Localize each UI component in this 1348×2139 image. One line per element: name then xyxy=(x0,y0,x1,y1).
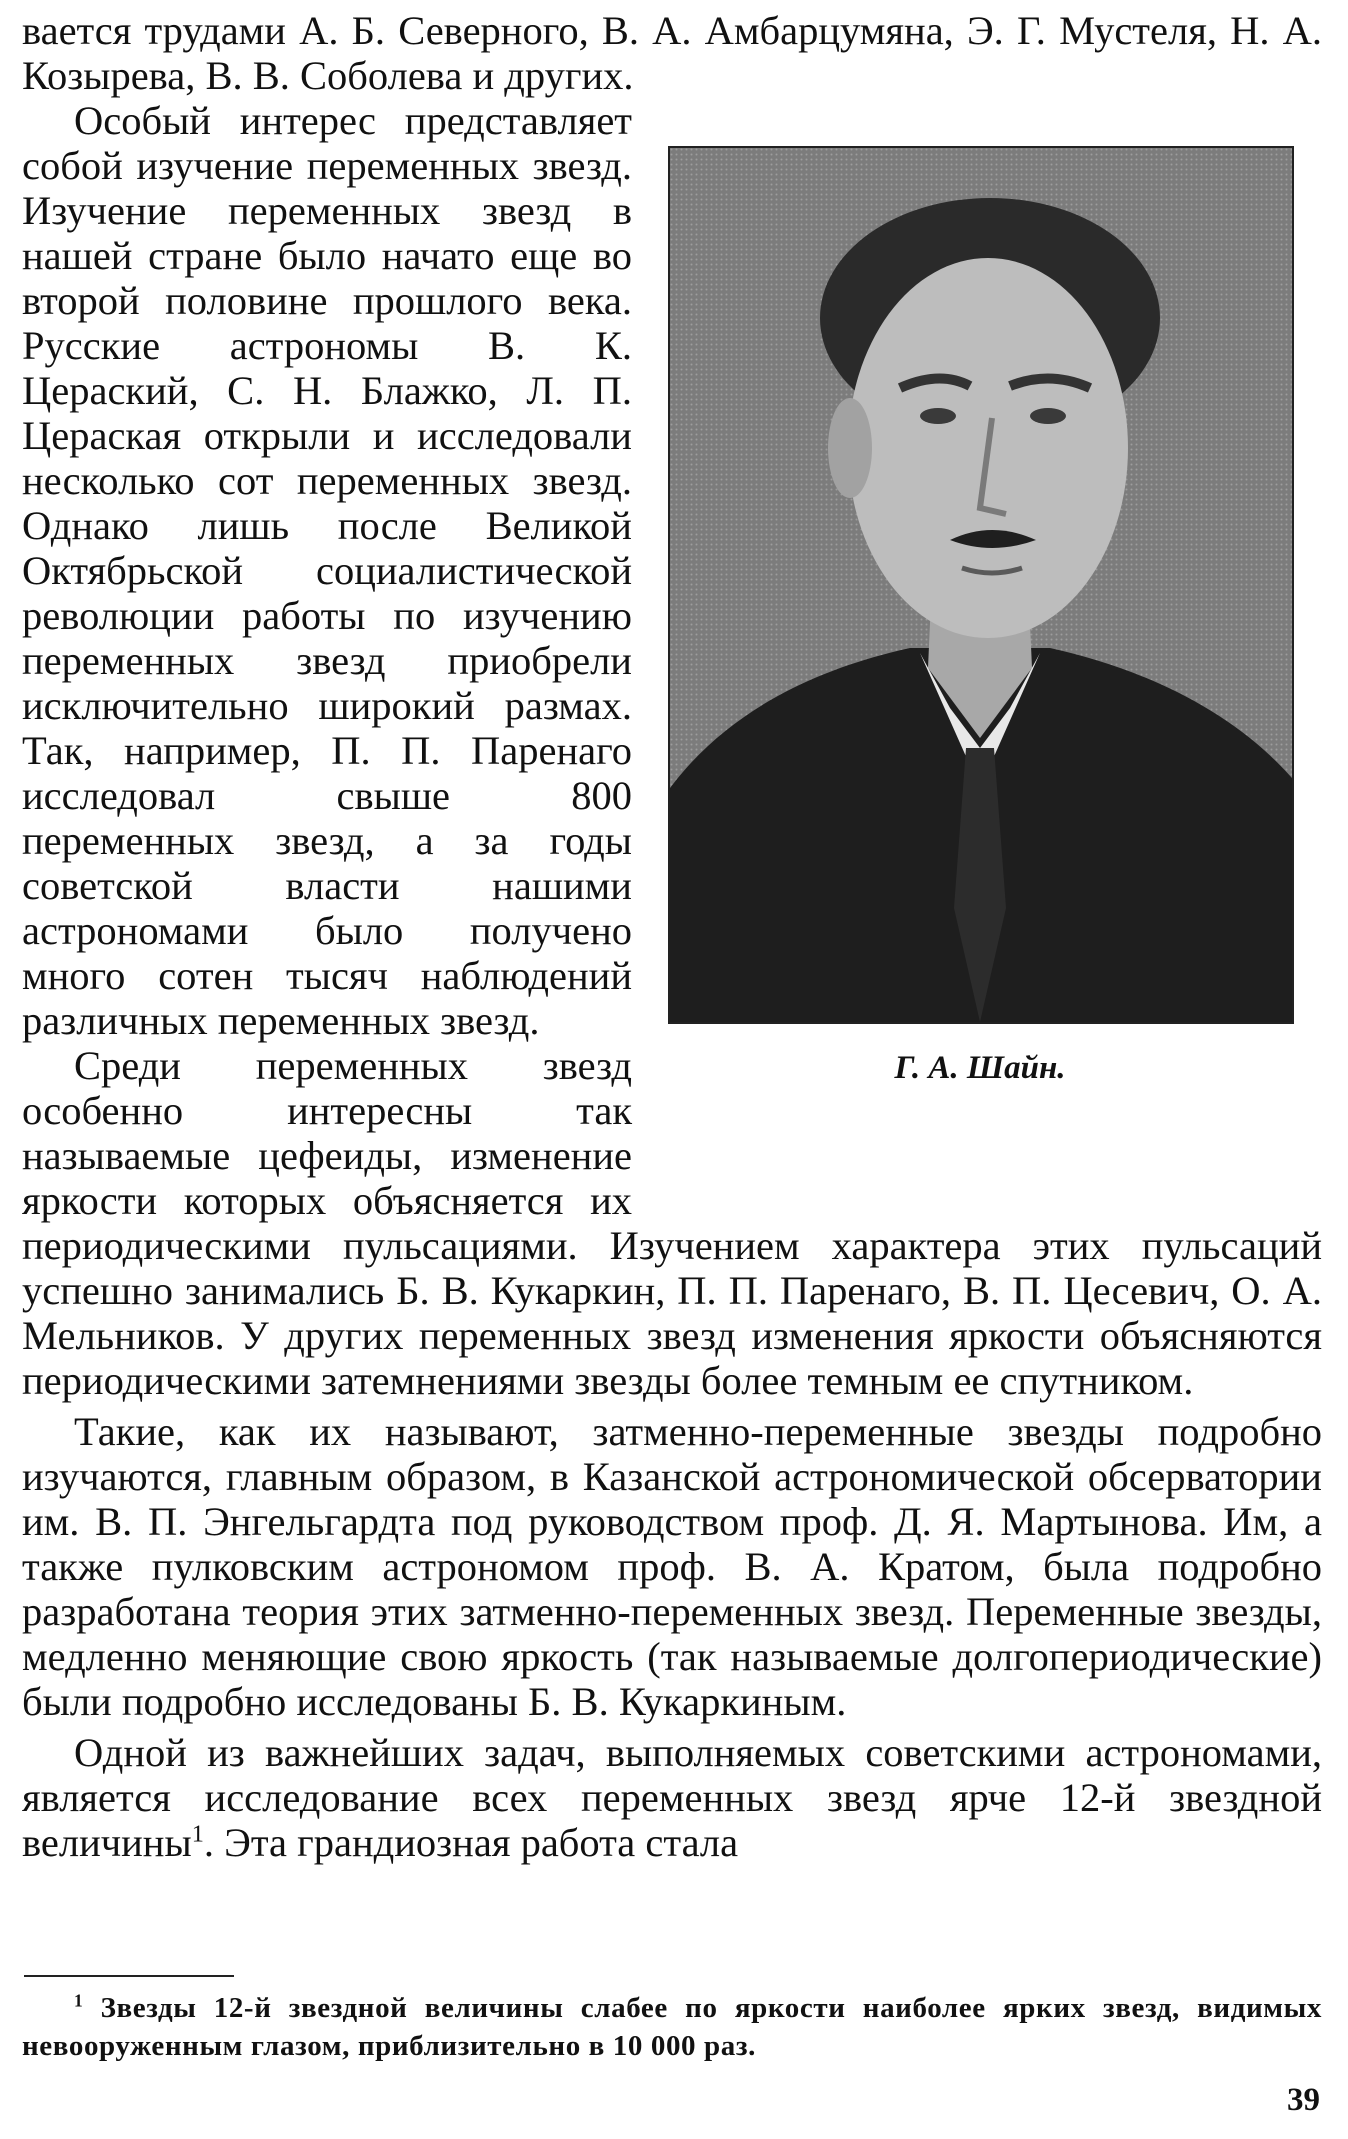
paragraph-5 xyxy=(22,1730,1322,1865)
footnote-reference: 1 xyxy=(191,1820,204,1848)
footnote-area xyxy=(22,1975,1322,2065)
portrait-figure xyxy=(660,146,1322,1178)
footnote-divider xyxy=(24,1975,234,1977)
paragraph-1: вается трудами А. Б. Северного, В. А. Амбарцумяна, Э. Г. Мустеля, Н. А. Козырева, В. В. Соболева и других. xyxy=(22,8,1322,98)
footnote xyxy=(22,1989,1322,2065)
paragraph-3: Среди переменных звезд особенно интересны так называемые цефеиды, изменение яркости которых объясняется их периодическими пульсациями. Изучением характера этих пульсаций успешно занимались Б. В. Кукаркин, П. П. Паренаго, В. П. Цесевич, О. А. Мельников. У других переменных звезд изменения яркости объясняются периодическими затемнениями звезды более темным ее спутником. xyxy=(22,1043,1322,1403)
paragraph-2: Особый интерес представляет собой изучение переменных звезд. Изучение переменных звезд в нашей стране было начато еще во второй половине прошлого века. Русские астрономы В. К. Цераский, С. Н. Блажко, Л. П. Цераская открыли и исследовали несколько сот переменных звезд. Однако лишь после Великой Октябрьской социалистической революции работы по изучению переменных звезд приобрели исключительно широкий размах. Так, например, П. П. Паренаго исследовал свыше 800 переменных звезд, а за годы советской власти нашими астрономами было получено много сотен тысяч наблюдений различных переменных звезд. xyxy=(22,98,632,1043)
portrait-photo xyxy=(668,146,1294,1024)
footnote-mark: 1 xyxy=(74,1990,84,2011)
body-text xyxy=(22,8,1322,1865)
paragraph-5-end: . Эта грандиозная работа стала xyxy=(203,1820,739,1865)
paragraph-4: Такие, как их называют, затменно-переменные звезды подробно изучаются, главным образом, в Казанской астрономической обсерватории им. В. П. Энгельгардта под руководством проф. Д. Я. Мартынова. Им, а также пулковским астрономом проф. В. А. Кратом, была подробно разработана теория этих затменно-переменных звезд. Переменные звезды, медленно меняющие свою яркость (так называемые долгопериодические) были подробно исследованы Б. В. Кукаркиным. xyxy=(22,1409,1322,1724)
footnote-text: Звезды 12-й звездной величины слабее по яркости наиболее ярких звезд, видимых невооруженным глазом, приблизительно в 10 000 раз. xyxy=(22,1992,1322,2062)
portrait-caption: Г. А. Шайн. xyxy=(894,1050,1066,1086)
portrait-illustration xyxy=(670,148,1292,1022)
page-number: 39 xyxy=(1287,2082,1320,2118)
paragraph-5-start: Одной из важнейших задач, выполняемых советскими астрономами, является исследование всех переменных звезд ярче 12-й звездной величины xyxy=(22,1730,1322,1865)
